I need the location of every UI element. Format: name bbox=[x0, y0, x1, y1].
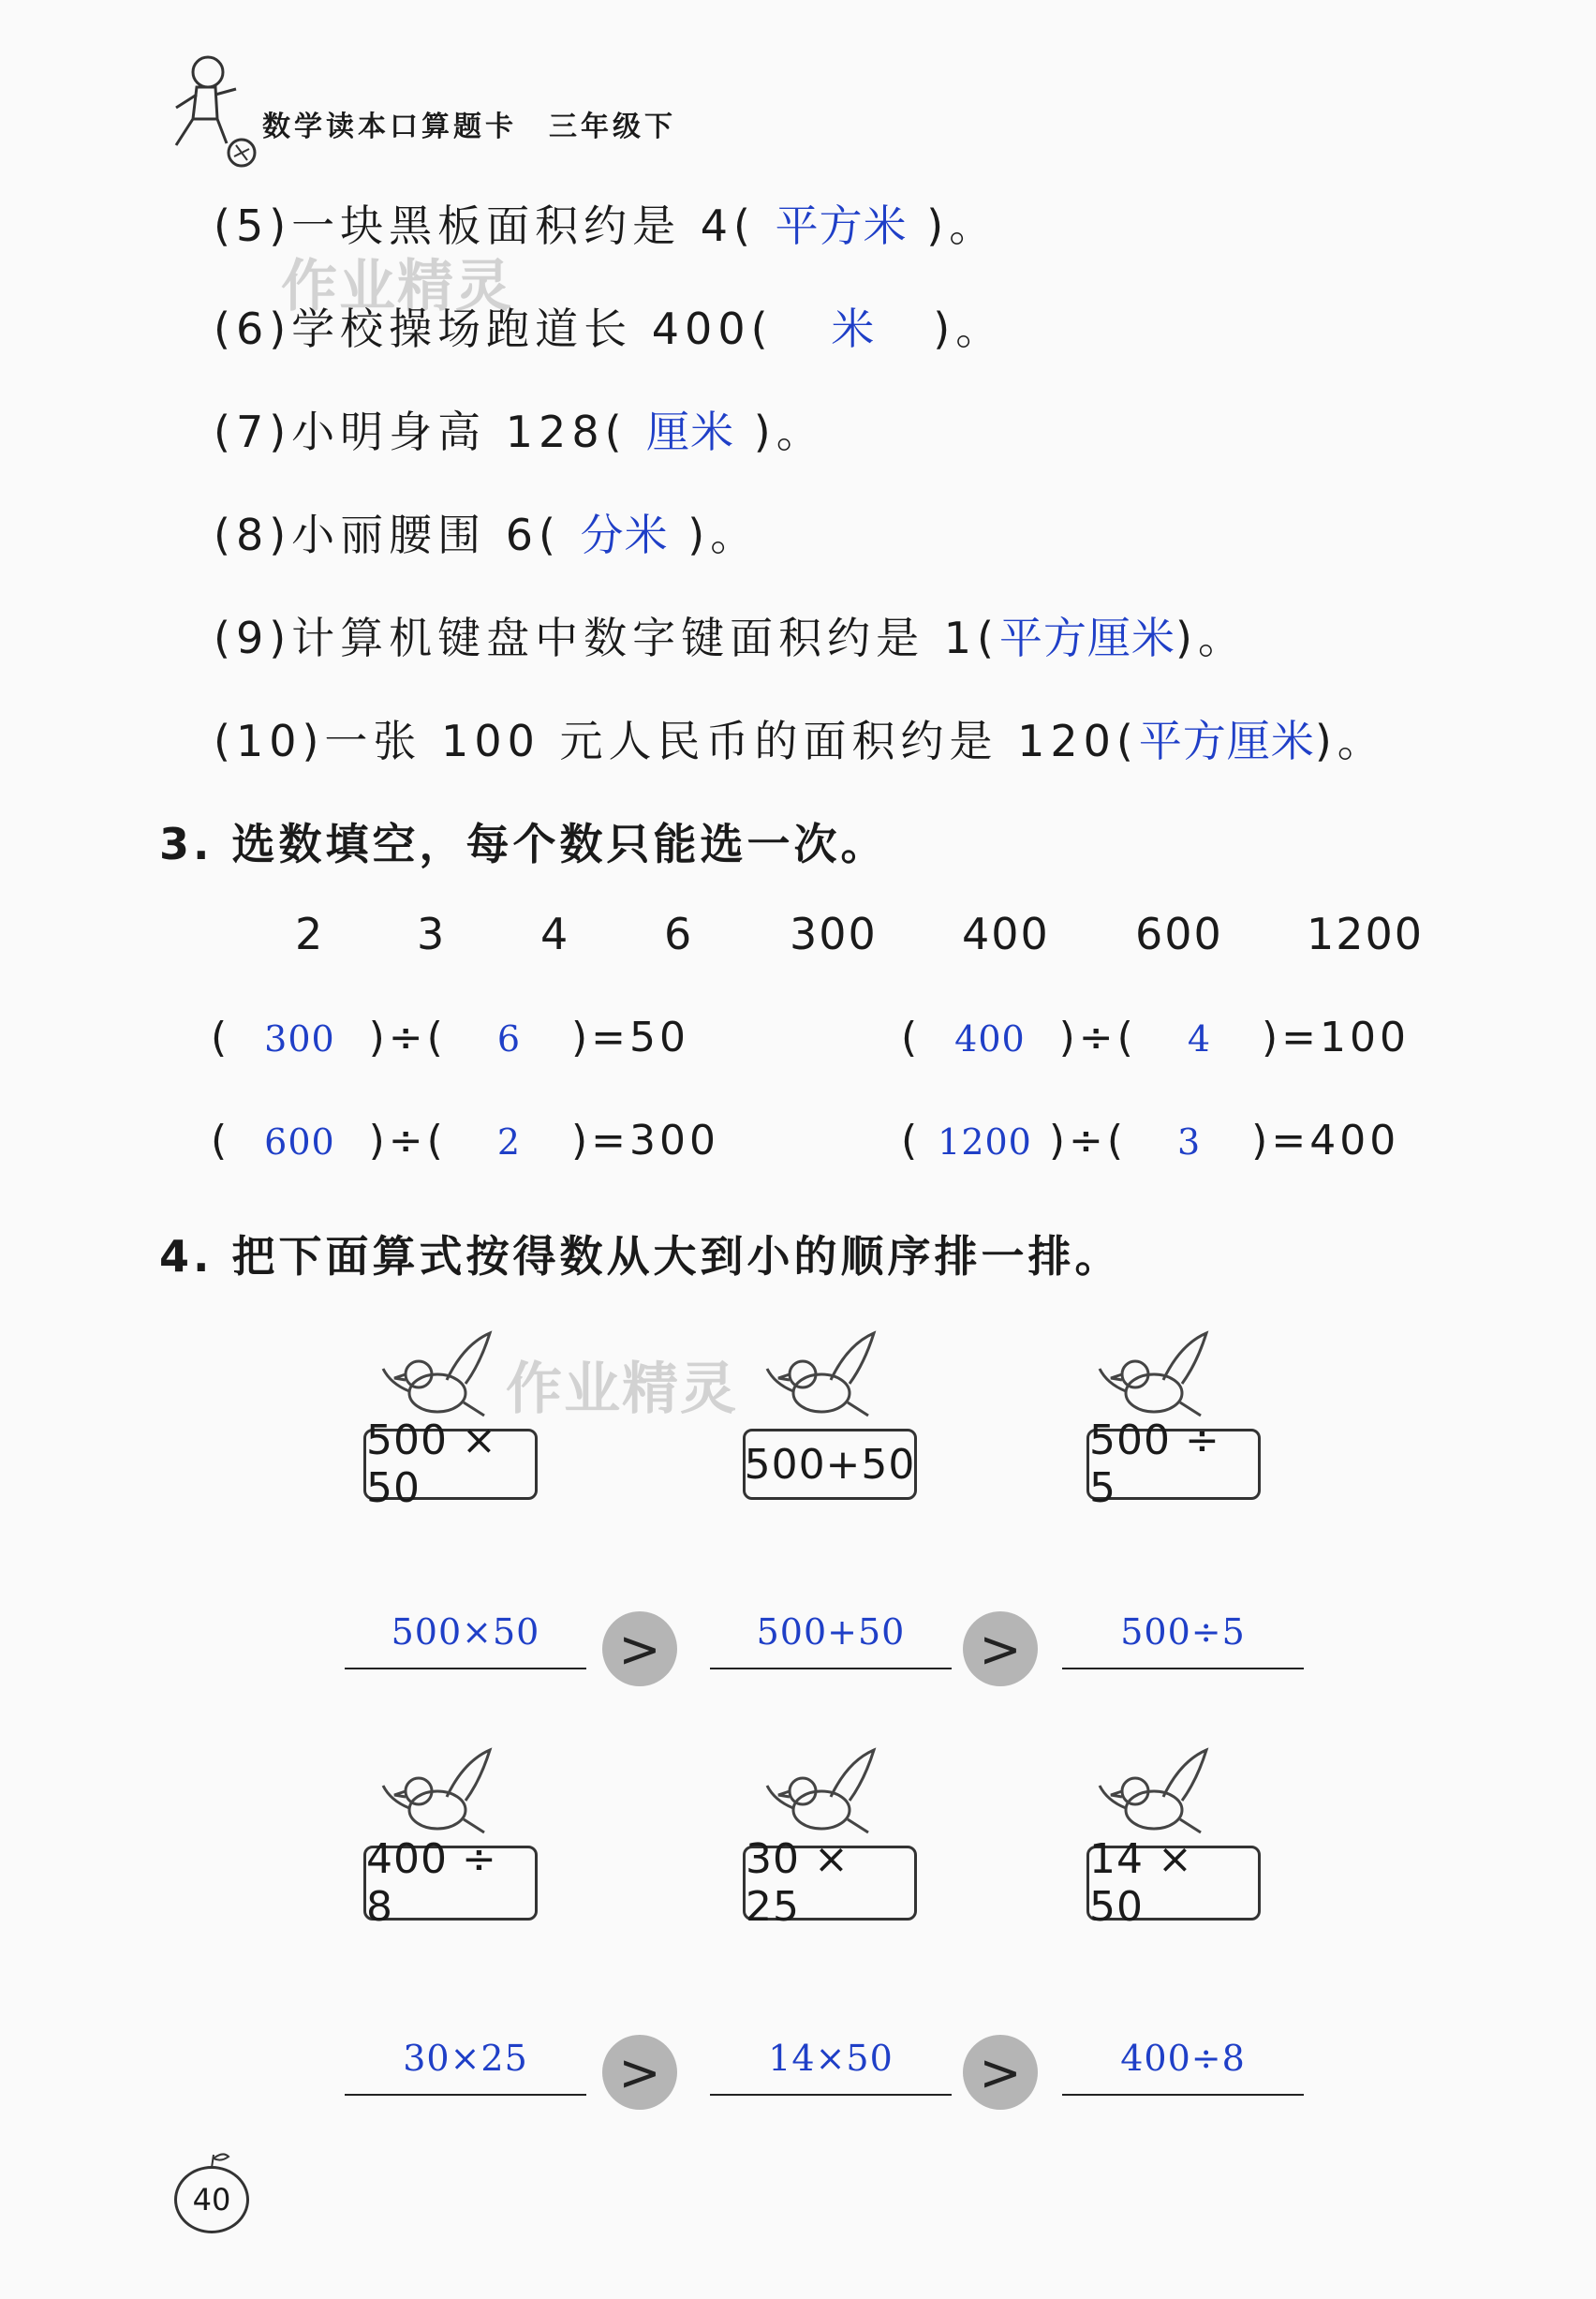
order-blank: 14×50 bbox=[710, 2038, 952, 2096]
expression-box: 500 ÷ 5 bbox=[1086, 1429, 1261, 1500]
order-blank: 500+50 bbox=[710, 1611, 952, 1669]
watermark: 作业精灵 bbox=[506, 1357, 738, 1422]
greater-than-symbol: > bbox=[602, 2035, 677, 2110]
number-choice: 4 bbox=[540, 909, 570, 959]
number-choice: 400 bbox=[962, 909, 1050, 959]
apple-leaf-icon bbox=[195, 2151, 232, 2170]
order-blank: 500÷5 bbox=[1062, 1611, 1304, 1669]
number-choice: 2 bbox=[295, 909, 325, 959]
number-choice: 1200 bbox=[1307, 909, 1425, 959]
boy-soccer-icon bbox=[159, 52, 262, 173]
item-5: (5)一块黑板面积约是 4( 平方米 )。 bbox=[214, 200, 998, 251]
section3-title: 3. 选数填空，每个数只能选一次。 bbox=[159, 819, 888, 869]
expression-box: 14 × 50 bbox=[1086, 1846, 1261, 1921]
equation-2: ( 400 )÷( 4 )=100 bbox=[901, 1014, 1410, 1061]
order-blank: 400÷8 bbox=[1062, 2038, 1304, 2096]
greater-than-symbol: > bbox=[963, 1611, 1038, 1686]
item-8: (8)小丽腰围 6( 分米 )。 bbox=[214, 510, 760, 560]
header-title: 数学读本口算题卡 三年级下 bbox=[262, 111, 676, 143]
bird-icon bbox=[379, 1743, 501, 1846]
item-7: (7)小明身高 128( 厘米 )。 bbox=[214, 407, 825, 457]
greater-than-symbol: > bbox=[963, 2035, 1038, 2110]
answer-8: 分米 bbox=[580, 510, 669, 560]
item-9: (9)计算机键盘中数字键面积约是 1(平方厘米)。 bbox=[214, 613, 1247, 663]
expression-box: 400 ÷ 8 bbox=[363, 1846, 538, 1921]
bird-icon bbox=[1096, 1743, 1218, 1846]
answer-7: 厘米 bbox=[646, 407, 735, 457]
order-blank: 500×50 bbox=[345, 1611, 586, 1669]
answer-6: 米 bbox=[831, 304, 876, 354]
expression-box: 500 × 50 bbox=[363, 1429, 538, 1500]
bird-icon bbox=[1096, 1326, 1218, 1429]
number-choice: 300 bbox=[790, 909, 878, 959]
section4-title: 4. 把下面算式按得数从大到小的顺序排一排。 bbox=[159, 1231, 1122, 1282]
page-number: 40 bbox=[174, 2166, 249, 2233]
item-6: (6)学校操场跑道长 400( 米 )。 bbox=[214, 304, 1005, 354]
expression-box: 500+50 bbox=[743, 1429, 917, 1500]
equation-4: ( 1200 )÷( 3 )=400 bbox=[901, 1117, 1400, 1164]
equation-3: ( 600 )÷( 2 )=300 bbox=[211, 1117, 719, 1164]
number-choice: 3 bbox=[417, 909, 447, 959]
answer-10: 平方厘米 bbox=[1138, 716, 1315, 766]
order-blank: 30×25 bbox=[345, 2038, 586, 2096]
greater-than-symbol: > bbox=[602, 1611, 677, 1686]
expression-box: 30 × 25 bbox=[743, 1846, 917, 1921]
header-mascot bbox=[159, 52, 262, 173]
number-choice: 6 bbox=[664, 909, 694, 959]
answer-5: 平方米 bbox=[775, 200, 908, 251]
watermark: 作业精灵 bbox=[281, 254, 513, 319]
bird-icon bbox=[379, 1326, 501, 1429]
item-10: (10)一张 100 元人民币的面积约是 120(平方厘米)。 bbox=[214, 716, 1386, 766]
bird-icon bbox=[763, 1743, 885, 1846]
page-number-badge bbox=[174, 2155, 249, 2233]
equation-1: ( 300 )÷( 6 )=50 bbox=[211, 1014, 689, 1061]
number-choice: 600 bbox=[1135, 909, 1223, 959]
answer-9: 平方厘米 bbox=[999, 613, 1175, 663]
bird-icon bbox=[763, 1326, 885, 1429]
